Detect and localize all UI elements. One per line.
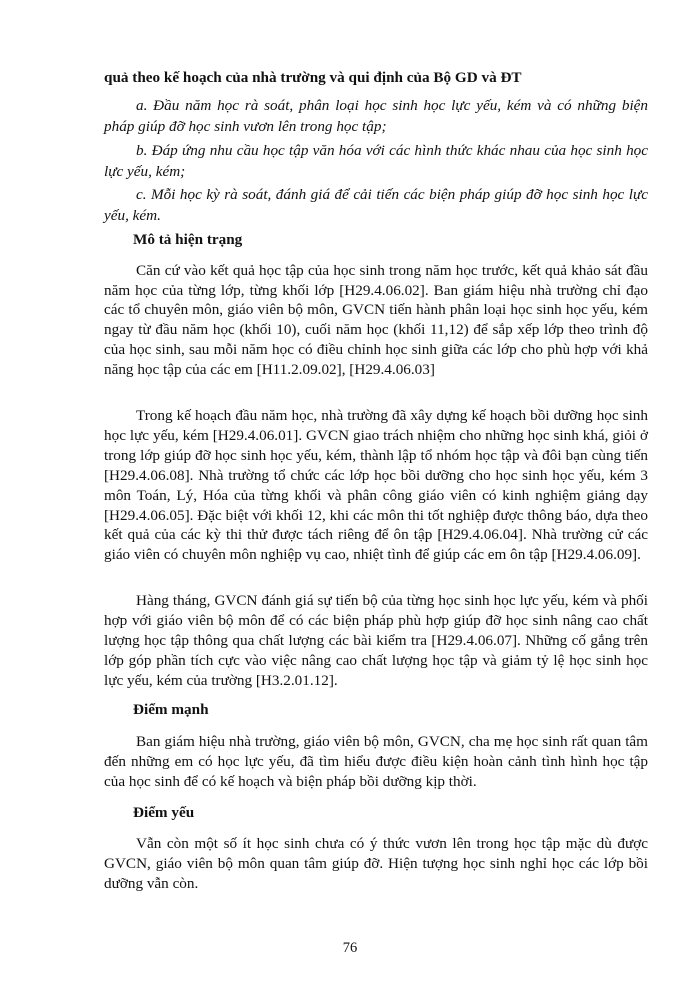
page-number: 76 xyxy=(342,940,358,956)
heading-strengths: Điểm mạnh xyxy=(133,701,209,718)
paragraph-current-state-1: Căn cứ vào kết quả học tập của học sinh trong năm học trước, kết quả khảo sát đầu năm học của từng lớp, từng khối lớp [H29.4.06.02]. Ban giám hiệu nhà trường chỉ đạo các tổ chuyên môn, giáo viên bộ môn, GVCN tiến hành phân loại học sinh học yếu, kém ngay từ đầu năm học (khối 10), cuối năm học (khối 11,12) để sắp xếp lớp theo trình độ của học sinh, sau mỗi năm học có điều chỉnh học sinh giữa các lớp cho phù hợp với khả năng học tập của các em [H11.2.09.02], [H29.4.06.03] xyxy=(104,262,648,378)
heading-weaknesses: Điểm yếu xyxy=(133,804,195,821)
paragraph-weaknesses: Vẫn còn một số ít học sinh chưa có ý thức vươn lên trong học tập mặc dù được GVCN, giáo viên bộ môn quan tâm giúp đỡ. Hiện tượng học sinh nghỉ học các lớp bồi dưỡng vẫn còn. xyxy=(104,835,648,892)
paragraph-current-state-3: Hàng tháng, GVCN đánh giá sự tiến bộ của từng học sinh học lực yếu, kém và phối hợp với giáo viên bộ môn để có các biện pháp phù hợp giúp đỡ học sinh nâng cao chất lượng học tập thông qua chất lượng các bài kiểm tra [H29.4.06.07]. Những cố gắng trên lớp góp phần tích cực vào việc nâng cao chất lượng học tập và giảm tỷ lệ học sinh học lực yếu, kém của trường [H3.2.01.12]. xyxy=(104,592,648,689)
paragraph-current-state-2: Trong kế hoạch đầu năm học, nhà trường đã xây dựng kế hoạch bồi dưỡng học sinh học lực yếu, kém [H29.4.06.01]. GVCN giao trách nhiệm cho những học sinh khá, giỏi ở trong lớp giúp đỡ học sinh học yếu, kém, thành lập tổ nhóm học tập và đôi bạn cùng tiến [H29.4.06.08]. Nhà trường tổ chức các lớp học bồi dưỡng cho học sinh học yếu, kém 3 môn Toán, Lý, Hóa của từng khối và phân công giáo viên có kinh nghiệm giảng dạy [H29.4.06.05]. Đặc biệt với khối 12, khi các môn thi tốt nghiệp được thông báo, dựa theo kết quả của các kỳ thi thử được tách riêng để ôn tập [H29.4.06.04]. Nhà trường cử các giáo viên có chuyên môn nghiệp vụ cao, nhiệt tình để giúp các em ôn tập [H29.4.06.09]. xyxy=(104,407,648,564)
criterion-b: b. Đáp ứng nhu cầu học tập văn hóa với các hình thức khác nhau của học sinh học lực yếu, kém; xyxy=(104,142,648,180)
intro-line: quả theo kế hoạch của nhà trường và qui định của Bộ GD và ĐT xyxy=(104,69,522,86)
criterion-c: c. Mỗi học kỳ rà soát, đánh giá để cải tiến các biện pháp giúp đỡ học sinh học lực yếu, kém. xyxy=(104,186,648,224)
paragraph-strengths: Ban giám hiệu nhà trường, giáo viên bộ môn, GVCN, cha mẹ học sinh rất quan tâm đến những em có học lực yếu, đã tìm hiểu được điều kiện hoàn cảnh tình hình học tập của học sinh để có kế hoạch và biện pháp bồi dưỡng kịp thời. xyxy=(104,733,648,790)
heading-current-state: Mô tả hiện trạng xyxy=(133,231,243,248)
criterion-a: a. Đầu năm học rà soát, phân loại học sinh học lực yếu, kém và có những biện pháp giúp đỡ học sinh vươn lên trong học tập; xyxy=(104,97,648,135)
